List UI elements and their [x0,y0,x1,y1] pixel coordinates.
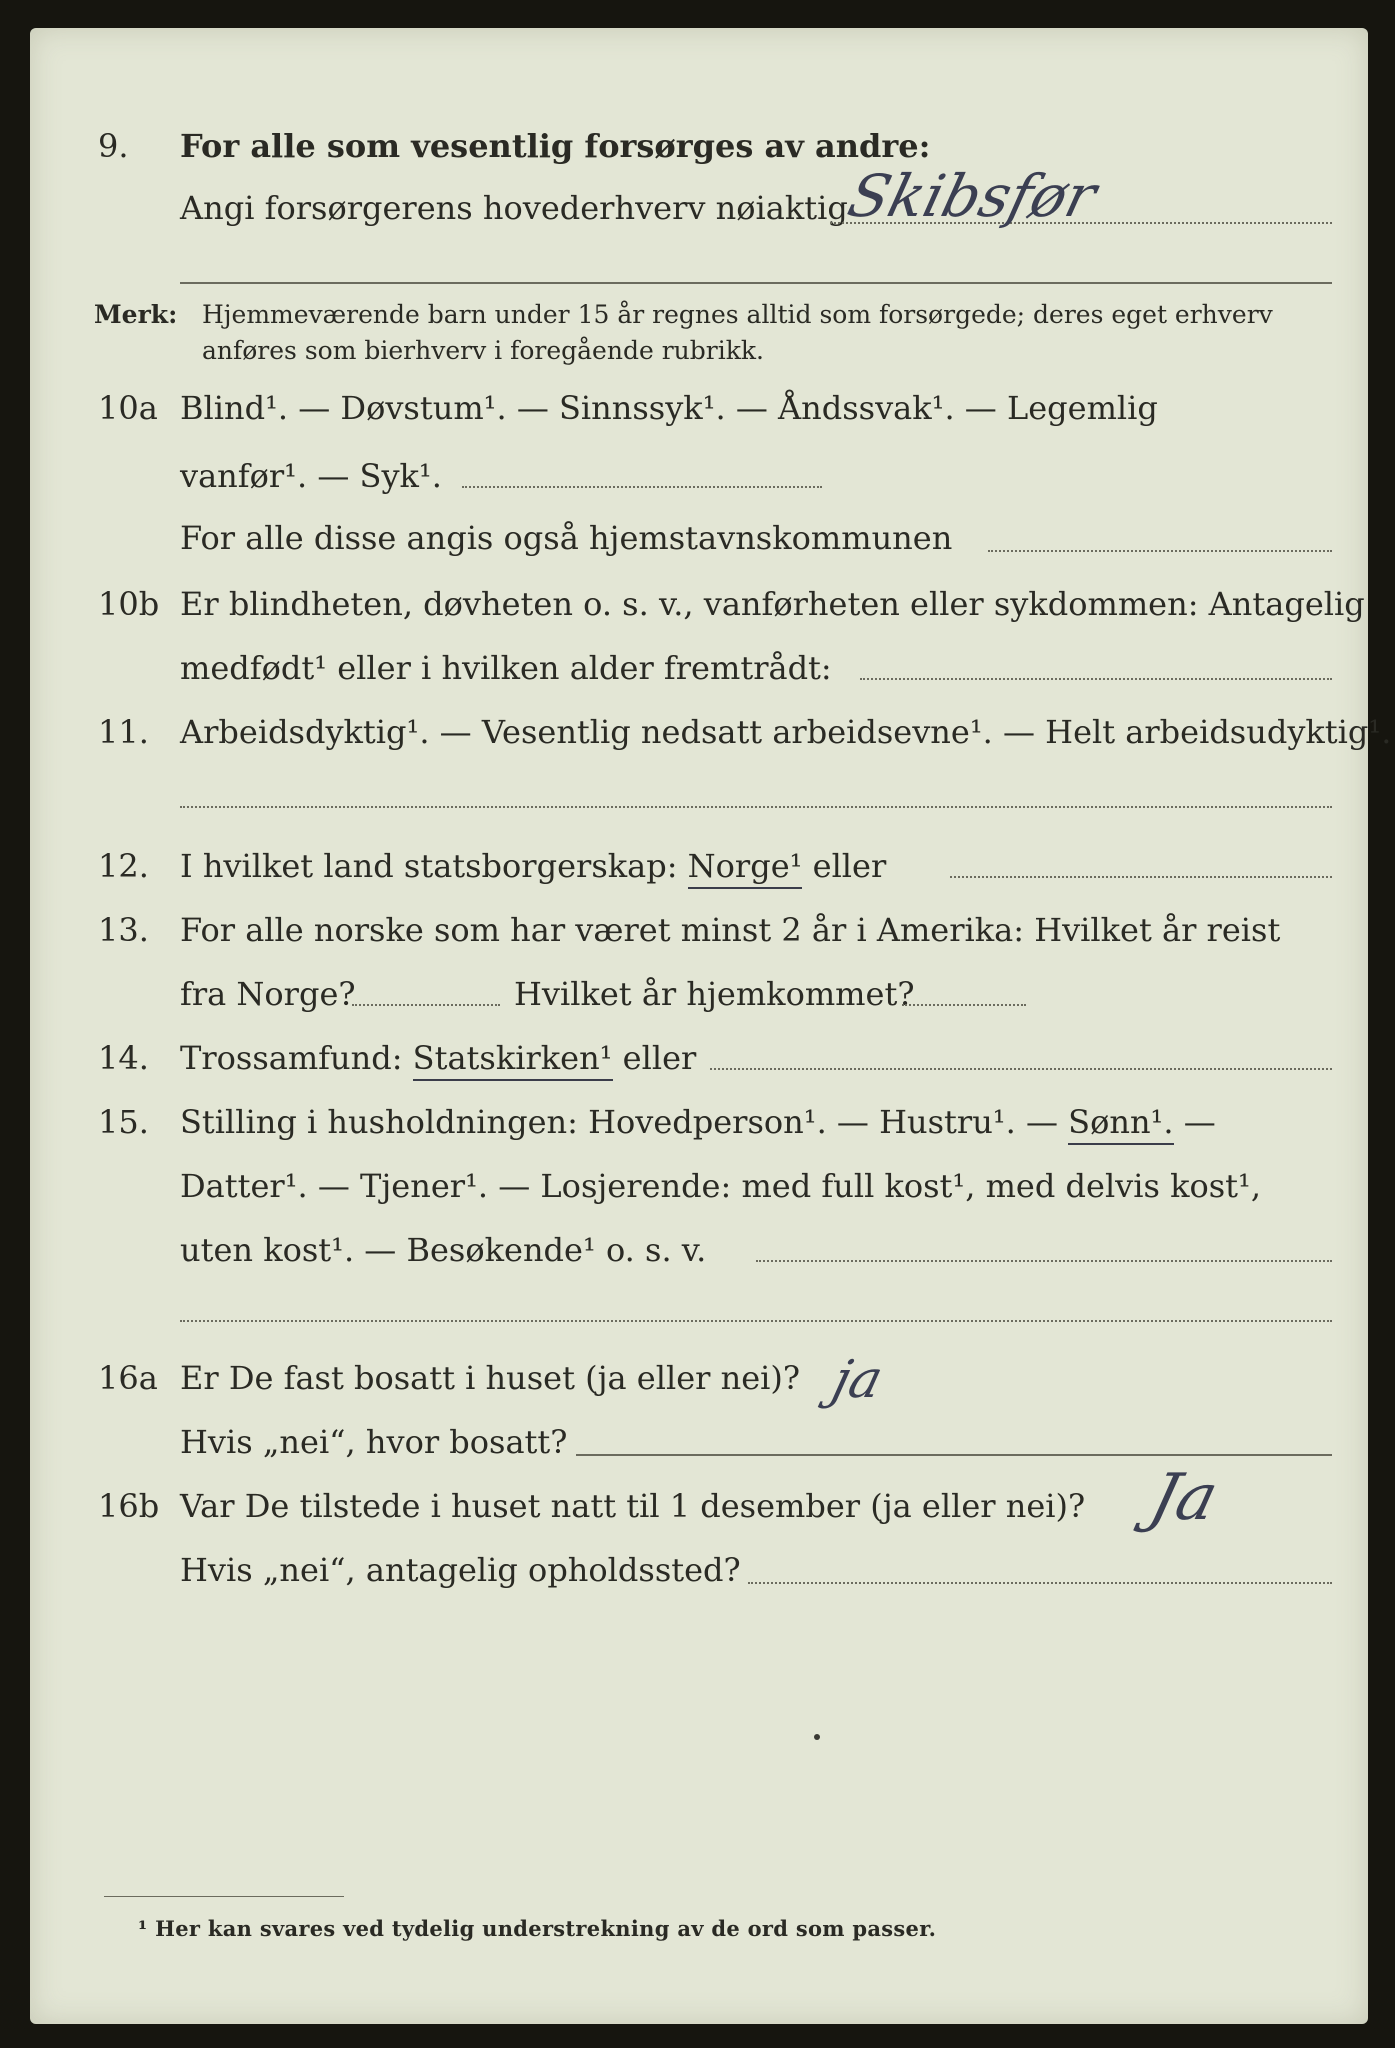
q9-question: For alle som vesentlig forsørges av andre: [180,127,931,165]
q13-hjemkommet-line [902,1004,1026,1006]
q11-number: 11. [98,713,149,751]
q14-answer-line [710,1068,1332,1070]
q14-suffix: eller [622,1039,697,1077]
q10a-text-2: vanfør¹. — Syk¹. [180,457,442,495]
q16b-handwritten-answer: Ja [1142,1461,1226,1535]
q9-extra-line [180,282,1332,284]
q12-norge-underlined: Norge¹ [688,847,803,889]
merk-text-1: Hjemmeværende barn under 15 år regnes alltid som forsørgede; deres eget erhverv [202,300,1273,329]
q13-text-2a: fra Norge? [180,975,356,1013]
q15-text-3: uten kost¹. — Besøkende¹ o. s. v. [180,1231,707,1269]
q15-number: 15. [98,1103,149,1141]
q16a-text-2: Hvis „nei“, hvor bosatt? [180,1423,568,1461]
footnote: ¹ Her kan svares ved tydelig understrekning av de ord som passer. [138,1916,937,1941]
q10b-text-2: medfødt¹ eller i hvilken alder fremtrådt: [180,649,832,687]
q15-extra-line [180,1320,1332,1322]
q12-suffix: eller [812,847,887,885]
merk-label: Merk: [94,300,178,329]
q10a-kommune-line [988,550,1332,552]
q15-text-2: Datter¹. — Tjener¹. — Losjerende: med full kost¹, med delvis kost¹, [180,1167,1262,1205]
q13-text-1: For alle norske som har været minst 2 år i Amerika: Hvilket år reist [180,911,1281,949]
q13-number: 13. [98,911,149,949]
q16a-number: 16a [98,1359,158,1397]
q14-statskirken-underlined: Statskirken¹ [413,1039,613,1081]
q13-reist-line [352,1004,500,1006]
q14-prefix: Trossamfund: [180,1039,403,1077]
q10a-syk-line [462,486,822,488]
q16b-number: 16b [98,1487,160,1525]
q16a-answer-line [576,1454,1332,1456]
merk-text-2: anføres som bierhverv i foregående rubrikk. [202,336,764,365]
q13-text-2b: Hvilket år hjemkommet? [514,975,915,1013]
footnote-rule [104,1896,344,1897]
q16a-text-1: Er De fast bosatt i huset (ja eller nei)? [180,1359,801,1397]
q9-handwritten-answer: Skibsfør [841,162,1103,230]
q12-number: 12. [98,847,149,885]
ink-dot [814,1734,820,1740]
q15-sonn-underlined: Sønn¹. [1068,1103,1173,1145]
q10b-answer-line [860,678,1332,680]
q12-prefix: I hvilket land statsborgerskap: [180,847,678,885]
q10a-text-3: For alle disse angis også hjemstavnskommunen [180,519,953,557]
q15-answer-line [756,1260,1332,1262]
q11-answer-line [180,806,1332,808]
census-form-sheet [30,28,1392,2024]
q11-text: Arbeidsdyktig¹. — Vesentlig nedsatt arbeidsevne¹. — Helt arbeidsudyktig¹. [180,713,1392,751]
q16b-text-1: Var De tilstede i huset natt til 1 desember (ja eller nei)? [180,1487,1086,1525]
q16b-answer-line [748,1582,1332,1584]
q10a-text-1: Blind¹. — Døvstum¹. — Sinnssyk¹. — Åndssvak¹. — Legemlig [180,389,1158,427]
q10a-number: 10a [98,389,158,427]
q15-text-1a: Stilling i husholdningen: Hovedperson¹. — Hustru¹. — [180,1103,1058,1141]
q10b-text-1: Er blindheten, døvheten o. s. v., vanførheten eller sykdommen: Antagelig [180,585,1365,623]
q14-number: 14. [98,1039,149,1077]
q10b-number: 10b [98,585,160,623]
q12-answer-line [950,876,1332,878]
q16a-handwritten-answer: ja [826,1350,889,1410]
q15-text-1c: — [1183,1103,1216,1141]
q16b-text-2: Hvis „nei“, antagelig opholdssted? [180,1551,741,1589]
q9-number: 9. [98,127,129,165]
q9-instruction: Angi forsørgerens hovederhverv nøiaktig [180,189,848,227]
